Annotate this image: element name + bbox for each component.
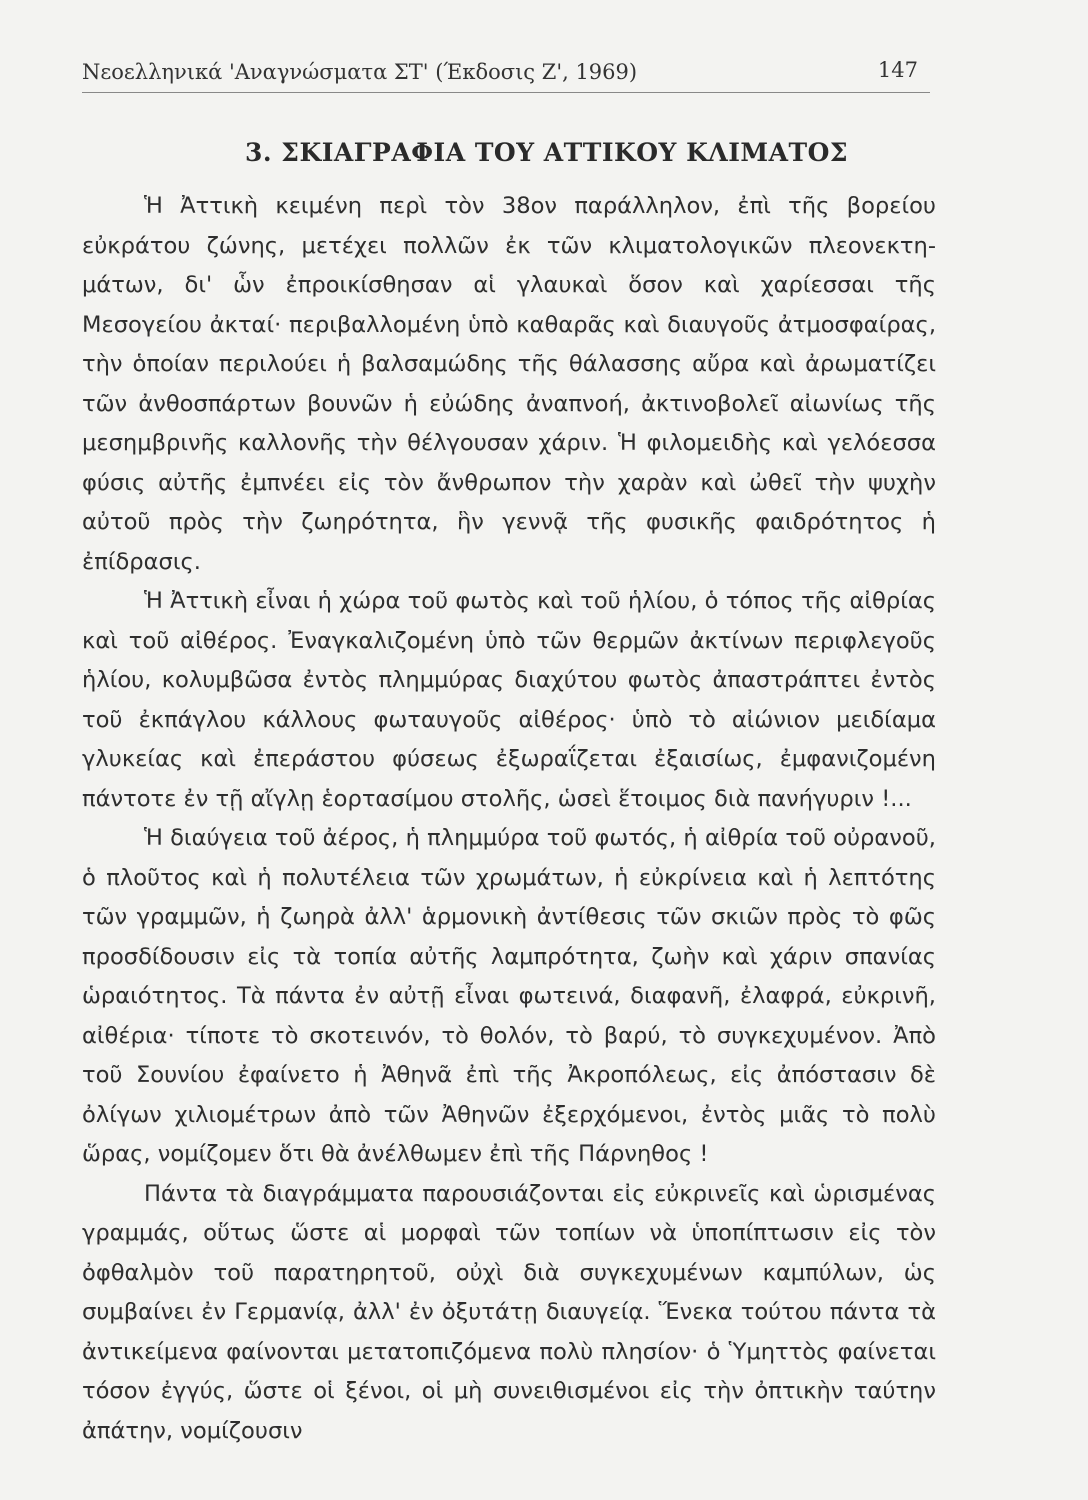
paragraph-1: Ἡ Ἀττικὴ κειμένη περὶ τὸν 38ον παράλληλον, ἐπὶ τῆς βορείου εὐκράτου ζώνης, μετέχει πολλῶν ἐκ τῶν κλιματολογικῶν πλεονεκτημάτων, δι' ὧν ἐπροικίσθησαν αἱ γλαυκαὶ ὅσον καὶ χαρίεσσαι τῆς Μεσογείου ἀκταί· περιβαλλομένη ὑπὸ καθαρᾶς καὶ διαυγοῦς ἀτμοσφαίρας, τὴν ὁποίαν περιλούει ἡ βαλσαμώδης τῆς θάλασσης αὔρα καὶ ἀρωματίζει τῶν ἀνθοσπάρτων βουνῶν ἡ εὐώδης ἀναπνοή, ἀκτινοβολεῖ αἰωνίως τῆς μεσημβρινῆς καλλονῆς τὴν θέλγουσαν χάριν. Ἡ φιλομειδὴς καὶ γελόεσσα φύσις αὐτῆς ἐμπνέει εἰς τὸν ἄνθρωπον τὴν χαρὰν καὶ ὠθεῖ τὴν ψυχὴν αὐτοῦ πρὸς τὴν ζωηρότητα, ἣν γεννᾷ τῆς φυσικῆς φαιδρότητος ἡ ἐπίδρασις. xyxy=(82,193,936,575)
body-text xyxy=(82,187,936,1451)
page-number: 147 xyxy=(877,58,918,82)
chapter-title: 3. ΣΚΙΑΓΡΑΦΙΑ ΤΟΥ ΑΤΤΙΚΟΥ ΚΛΙΜΑΤΟΣ xyxy=(245,138,849,167)
paragraph-2: Ἡ Ἀττικὴ εἶναι ἡ χώρα τοῦ φωτὸς καὶ τοῦ ἡλίου, ὁ τόπος τῆς αἰθρίας καὶ τοῦ αἰθέρος. Ἐναγκαλιζομένη ὑπὸ τῶν θερμῶν ἀκτίνων περιφλεγοῦς ἡλίου, κολυμβῶσα ἐντὸς πλημμύρας διαχύτου φωτὸς ἀπαστράπτει ἐντὸς τοῦ ἐκπάγλου κάλλους φωταυγοῦς αἰθέρος· ὑπὸ τὸ αἰώνιον μειδίαμα γλυκείας καὶ ἐπεράστου φύσεως ἐξωραΐζεται ἐξαισίως, ἐμφανιζομένη πάντοτε ἐν τῇ αἴγλῃ ἑορτασίμου στολῆς, ὡσεὶ ἕτοιμος διὰ πανήγυριν !... xyxy=(82,588,936,812)
paragraph-4: Πάντα τὰ διαγράμματα παρουσιάζονται εἰς εὐκρινεῖς καὶ ὡρισμένας γραμμάς, οὕτως ὥστε αἱ μορφαὶ τῶν τοπίων νὰ ὑποπίπτωσιν εἰς τὸν ὀφθαλμὸν τοῦ παρατηρητοῦ, οὐχὶ διὰ συγκεχυμένων καμπύλων, ὡς συμβαίνει ἐν Γερμανίᾳ, ἀλλ' ἐν ὀξυτάτῃ διαυγείᾳ. Ἕνεκα τούτου πάντα τὰ ἀντικείμενα φαίνονται μετατοπιζόμενα πολὺ πλησίον· ὁ Ὑμηττὸς φαίνεται τόσον ἐγγύς, ὥστε οἱ ξένοι, οἱ μὴ συνειθισμένοι εἰς τὴν ὀπτικὴν ταύτην ἀπάτην, νομίζουσιν xyxy=(82,1180,936,1444)
running-header xyxy=(82,58,930,94)
header-rule xyxy=(82,92,930,93)
running-title: Νεοελληνικά 'Αναγνώσματα ΣΤ' (Έκδοσις Ζ', 1969) xyxy=(82,60,638,84)
paragraph-3: Ἡ διαύγεια τοῦ ἀέρος, ἡ πλημμύρα τοῦ φωτός, ἡ αἰθρία τοῦ οὐρανοῦ, ὁ πλοῦτος καὶ ἡ πολυτέλεια τῶν χρωμάτων, ἡ εὐκρίνεια καὶ ἡ λεπτότης τῶν γραμμῶν, ἡ ζωηρὰ ἀλλ' ἁρμονικὴ ἀντίθεσις τῶν σκιῶν πρὸς τὸ φῶς προσδίδουσιν εἰς τὰ τοπία αὐτῆς λαμπρότητα, ζωὴν καὶ χάριν σπανίας ὡραιότητος. Τὰ πάντα ἐν αὐτῇ εἶναι φωτεινά, διαφανῆ, ἐλαφρά, εὐκρινῆ, αἰθέρια· τίποτε τὸ σκοτεινόν, τὸ θολόν, τὸ βαρύ, τὸ συγκεχυμένον. Ἀπὸ τοῦ Σουνίου ἐφαίνετο ἡ Ἀθηνᾶ ἐπὶ τῆς Ἀκροπόλεως, εἰς ἀπόστασιν δὲ ὀλίγων χιλιομέτρων ἀπὸ τῶν Ἀθηνῶν ἐξερχόμενοι, ἐντὸς μιᾶς τὸ πολὺ ὥρας, νομίζομεν ὅτι θὰ ἀνέλθωμεν ἐπὶ τῆς Πάρνηθος ! xyxy=(82,825,936,1167)
